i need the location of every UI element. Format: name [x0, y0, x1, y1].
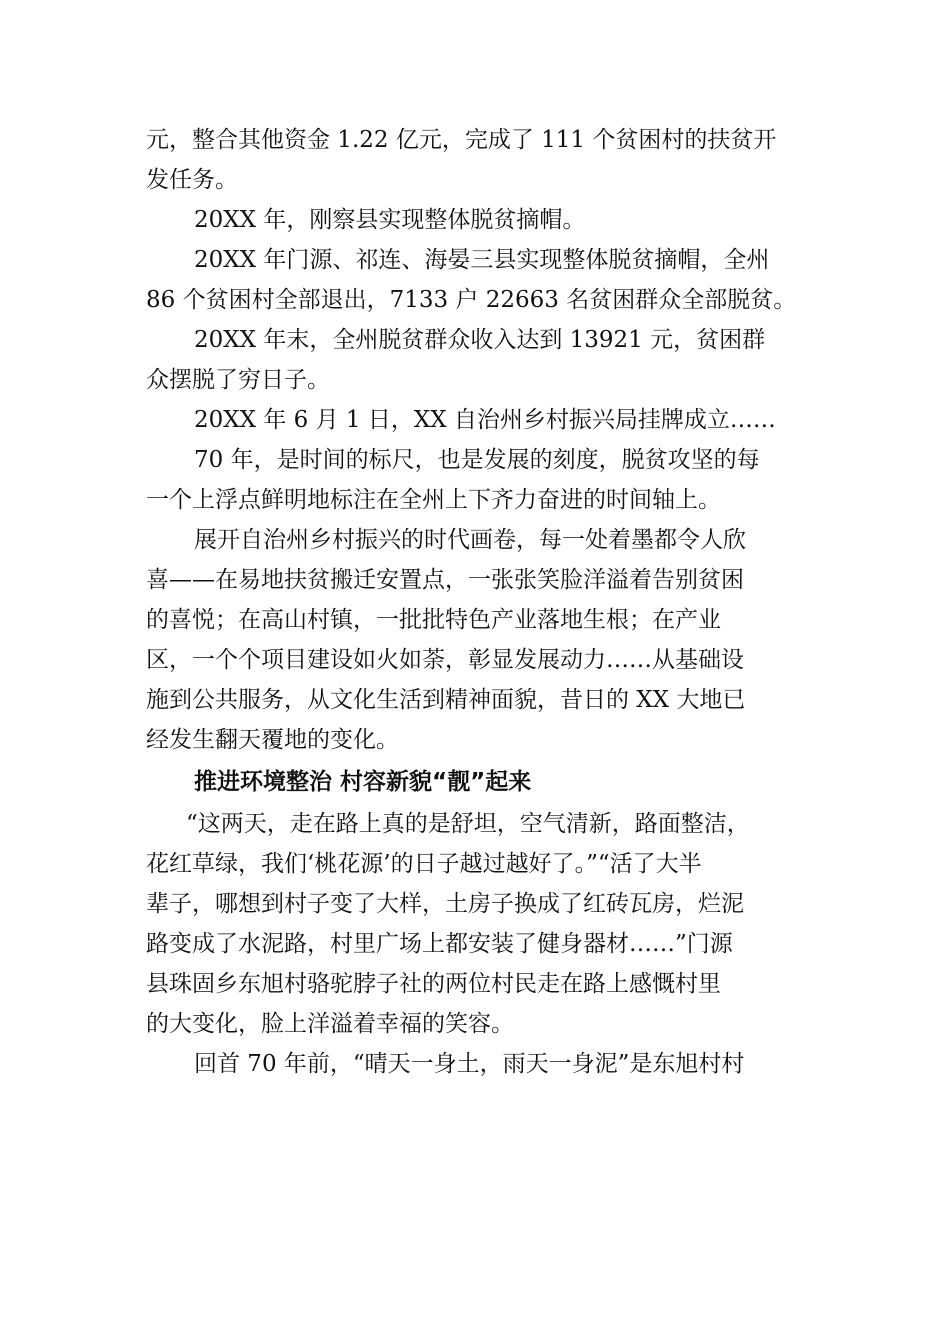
text-line: 施到公共服务，从文化生活到精神面貌，昔日的 XX 大地已: [146, 687, 746, 713]
text-line: 发任务。: [146, 167, 238, 193]
text-line: 区，一个个项目建设如火如荼，彰显发展动力……从基础设: [146, 647, 744, 673]
text-line: 辈子，哪想到村子变了大样，土房子换成了红砖瓦房，烂泥: [146, 891, 744, 917]
text-line: 众摆脱了穷日子。: [146, 367, 330, 393]
text-line: 的大变化，脸上洋溢着幸福的笑容。: [146, 1011, 514, 1037]
text-line: 展开自治州乡村振兴的时代画卷，每一处着墨都令人欣: [194, 527, 746, 553]
text-line: 70 年，是时间的标尺，也是发展的刻度，脱贫攻坚的每: [194, 447, 760, 473]
text-line: 20XX 年 6 月 1 日，XX 自治州乡村振兴局挂牌成立……: [194, 407, 776, 433]
text-line: 20XX 年末，全州脱贫群众收入达到 13921 元，贫困群: [194, 327, 766, 353]
text-line: 回首 70 年前，“晴天一身土，雨天一身泥”是东旭村村: [194, 1051, 745, 1077]
text-line: 经发生翻天覆地的变化。: [146, 727, 399, 753]
text-line: 一个上浮点鲜明地标注在全州上下齐力奋进的时间轴上。: [146, 487, 721, 513]
text-line: 元，整合其他资金 1.22 亿元，完成了 111 个贫困村的扶贫开: [146, 127, 777, 153]
text-line: 20XX 年，刚察县实现整体脱贫摘帽。: [194, 207, 586, 233]
text-line: 喜——在易地扶贫搬迁安置点，一张张笑脸洋溢着告别贫困: [146, 567, 744, 593]
text-line: “这两天，走在路上真的是舒坦，空气清新，路面整洁，: [186, 811, 750, 837]
text-line: 县珠固乡东旭村骆驼脖子社的两位村民走在路上感慨村里: [146, 971, 721, 997]
section-heading: 推进环境整治 村容新貌“靓”起来: [194, 769, 532, 795]
text-line: 20XX 年门源、祁连、海晏三县实现整体脱贫摘帽，全州: [194, 247, 770, 273]
text-line: 的喜悦；在高山村镇，一批批特色产业落地生根；在产业: [146, 607, 721, 633]
text-line: 花红草绿，我们‘桃花源’的日子越过越好了。”“活了大半: [146, 851, 702, 877]
document-body: [146, 120, 826, 1084]
text-line: 路变成了水泥路，村里广场上都安装了健身器材……”门源: [146, 931, 733, 957]
text-line: 86 个贫困村全部退出，7133 户 22663 名贫困群众全部脱贫。: [146, 287, 797, 313]
